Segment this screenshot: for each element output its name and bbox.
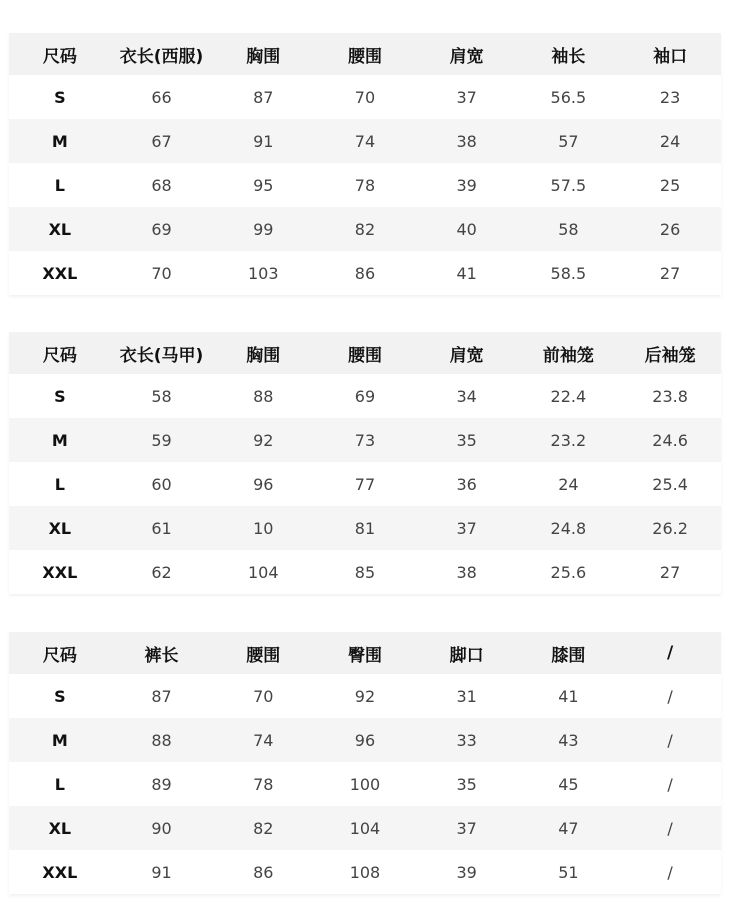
size-table-jacket — [9, 33, 721, 295]
table-cell: 41 — [456, 263, 477, 283]
size-cell: XXL — [42, 562, 78, 582]
table-cell: 86 — [354, 263, 376, 283]
table-cell: 35 — [456, 430, 477, 450]
table-cell: 58.5 — [550, 263, 587, 283]
size-cell: L — [54, 474, 65, 494]
table-cell: 69 — [151, 219, 172, 239]
size-cell: L — [54, 774, 65, 794]
table-row — [9, 418, 721, 462]
table-cell: 91 — [253, 131, 274, 151]
table-cell: 103 — [247, 263, 279, 283]
table-cell: 78 — [354, 175, 376, 195]
table-cell: 10 — [253, 518, 274, 538]
header-cell: 膝围 — [551, 645, 586, 666]
table-row — [9, 762, 721, 806]
table-row — [9, 718, 721, 762]
table-cell: 22.4 — [550, 386, 587, 406]
table-cell: 24.6 — [652, 430, 688, 450]
table-cell: 35 — [456, 774, 477, 794]
size-cell: S — [54, 87, 66, 107]
table-cell: / — [667, 730, 673, 750]
table-cell: / — [667, 818, 673, 838]
table-cell: 58 — [558, 219, 579, 239]
table-cell: 70 — [354, 87, 376, 107]
table-cell: 24.8 — [550, 518, 587, 538]
table-cell: 31 — [456, 686, 477, 706]
table-cell: 40 — [456, 219, 477, 239]
header-cell: 尺码 — [42, 345, 77, 366]
table-cell: 25 — [659, 175, 681, 195]
table-cell: 37 — [456, 818, 477, 838]
table-cell: 25.6 — [550, 562, 587, 582]
header-cell: 腰围 — [347, 46, 382, 67]
table-cell: 23.8 — [652, 386, 688, 406]
table-cell: 23 — [659, 87, 681, 107]
table-cell: 78 — [253, 774, 274, 794]
table-cell: 69 — [354, 386, 376, 406]
table-row — [9, 163, 721, 207]
size-cell: XL — [48, 219, 72, 239]
table-cell: 88 — [253, 386, 274, 406]
table-cell: 27 — [659, 263, 681, 283]
table-cell: 92 — [253, 430, 274, 450]
table-cell: 82 — [354, 219, 376, 239]
table-cell: 61 — [151, 518, 172, 538]
table-cell: 47 — [558, 818, 579, 838]
table-cell: 88 — [151, 730, 172, 750]
size-table-vest — [9, 332, 721, 594]
table-cell: 33 — [456, 730, 477, 750]
table-cell: 74 — [354, 131, 376, 151]
header-cell: 腰围 — [246, 645, 281, 666]
table-cell: 81 — [354, 518, 376, 538]
table-cell: 56.5 — [550, 87, 587, 107]
header-cell: 脚口 — [449, 645, 484, 666]
table-cell: 99 — [253, 219, 274, 239]
table-cell: / — [667, 774, 673, 794]
table-row — [9, 806, 721, 850]
table-cell: 37 — [456, 518, 477, 538]
table-header-row — [9, 33, 721, 75]
size-cell: XL — [48, 518, 72, 538]
table-cell: 95 — [253, 175, 274, 195]
table-cell: 68 — [151, 175, 172, 195]
table-row — [9, 119, 721, 163]
table-cell: 70 — [151, 263, 172, 283]
table-cell: 87 — [151, 686, 172, 706]
table-cell: 60 — [151, 474, 172, 494]
table-cell: 25.4 — [652, 474, 688, 494]
table-cell: 66 — [151, 87, 172, 107]
size-cell: M — [51, 430, 68, 450]
header-cell: 裤长 — [144, 645, 179, 666]
table-cell: 34 — [456, 386, 477, 406]
header-cell: 袖口 — [653, 46, 688, 67]
table-cell: 86 — [253, 862, 274, 882]
table-cell: 89 — [151, 774, 172, 794]
table-row — [9, 674, 721, 718]
table-row — [9, 207, 721, 251]
header-cell: / — [667, 643, 674, 663]
table-cell: 62 — [151, 562, 172, 582]
table-row — [9, 251, 721, 295]
table-cell: 37 — [456, 87, 477, 107]
table-header-row — [9, 332, 721, 374]
header-cell: 肩宽 — [449, 46, 484, 67]
table-row — [9, 374, 721, 418]
table-cell: 57 — [558, 131, 579, 151]
size-cell: S — [54, 686, 66, 706]
table-cell: 96 — [354, 730, 376, 750]
table-cell: 23.2 — [550, 430, 587, 450]
size-cell: L — [54, 175, 65, 195]
table-cell: 67 — [151, 131, 172, 151]
table-cell: 43 — [558, 730, 579, 750]
table-cell: 26 — [659, 219, 681, 239]
header-cell: 腰围 — [347, 345, 382, 366]
table-row — [9, 75, 721, 119]
size-cell: XXL — [42, 263, 78, 283]
table-cell: 77 — [354, 474, 376, 494]
header-cell: 尺码 — [42, 645, 77, 666]
table-cell: 24 — [558, 474, 579, 494]
table-cell: 108 — [349, 862, 381, 882]
table-cell: 70 — [253, 686, 274, 706]
table-cell: 39 — [456, 862, 477, 882]
table-cell: 36 — [456, 474, 477, 494]
table-row — [9, 850, 721, 894]
size-cell: XXL — [42, 862, 78, 882]
table-row — [9, 462, 721, 506]
size-table-trousers — [9, 632, 721, 894]
header-cell: 胸围 — [246, 345, 281, 366]
header-cell: 臀围 — [347, 645, 382, 666]
table-header-row — [9, 632, 721, 674]
table-cell: 45 — [558, 774, 579, 794]
table-cell: 57.5 — [550, 175, 587, 195]
size-cell: S — [54, 386, 66, 406]
table-cell: 41 — [558, 686, 579, 706]
table-cell: 90 — [151, 818, 172, 838]
header-cell: 胸围 — [246, 46, 281, 67]
size-cell: M — [51, 730, 68, 750]
table-cell: 58 — [151, 386, 172, 406]
table-cell: / — [667, 862, 673, 882]
table-cell: 24 — [659, 131, 681, 151]
header-cell: 衣长(西服) — [119, 46, 204, 67]
table-cell: 85 — [354, 562, 376, 582]
header-cell: 尺码 — [42, 46, 77, 67]
table-cell: 59 — [151, 430, 172, 450]
table-cell: 104 — [349, 818, 381, 838]
header-cell: 前袖笼 — [542, 345, 594, 366]
table-cell: 38 — [456, 131, 477, 151]
table-cell: 92 — [354, 686, 376, 706]
table-cell: 100 — [349, 774, 381, 794]
table-cell: 96 — [253, 474, 274, 494]
header-cell: 后袖笼 — [644, 345, 696, 366]
header-cell: 袖长 — [551, 46, 586, 67]
table-cell: 74 — [253, 730, 274, 750]
header-cell: 肩宽 — [449, 345, 484, 366]
table-cell: 91 — [151, 862, 172, 882]
table-cell: / — [667, 686, 673, 706]
table-cell: 82 — [253, 818, 274, 838]
table-row — [9, 550, 721, 594]
table-row — [9, 506, 721, 550]
table-cell: 51 — [558, 862, 579, 882]
table-cell: 27 — [659, 562, 681, 582]
size-cell: XL — [48, 818, 72, 838]
table-cell: 87 — [253, 87, 274, 107]
size-cell: M — [51, 131, 68, 151]
table-cell: 38 — [456, 562, 477, 582]
table-cell: 104 — [247, 562, 279, 582]
table-cell: 39 — [456, 175, 477, 195]
table-cell: 26.2 — [652, 518, 688, 538]
header-cell: 衣长(马甲) — [119, 345, 204, 366]
table-cell: 73 — [354, 430, 376, 450]
